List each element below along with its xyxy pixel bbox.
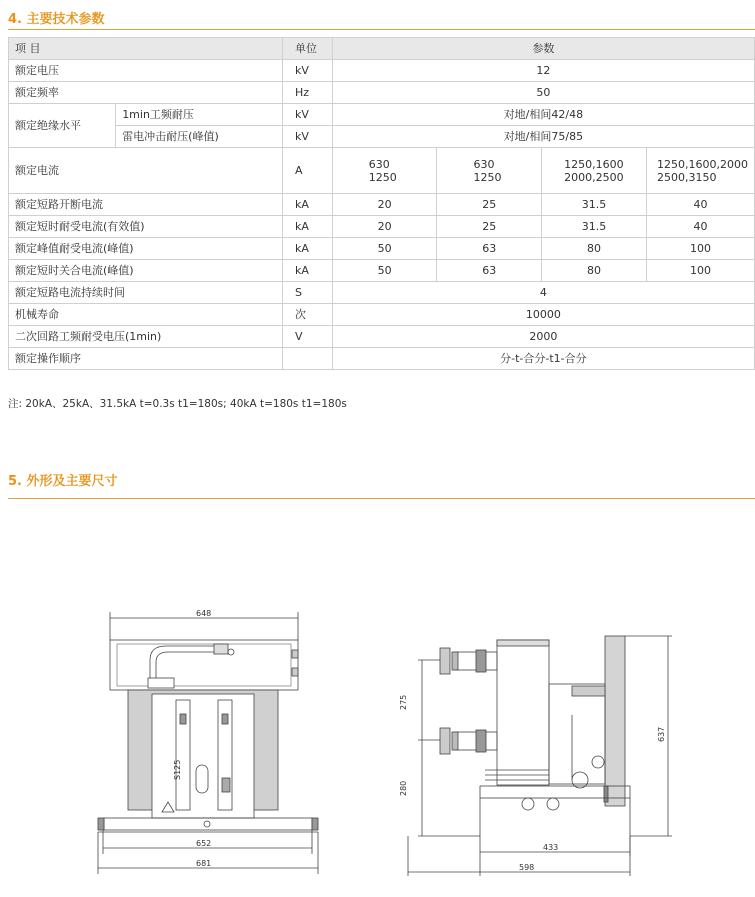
table-row — [9, 82, 755, 104]
table-row — [9, 348, 755, 370]
row-value: 40 — [646, 216, 754, 238]
row-value: 12 — [332, 60, 754, 82]
row-unit: 次 — [282, 304, 332, 326]
row-name: 额定短路开断电流 — [9, 194, 283, 216]
table-row — [9, 216, 755, 238]
row-value: 25 — [437, 216, 542, 238]
row-value: 4 — [332, 282, 754, 304]
front-panel-label: S125 — [173, 759, 182, 780]
section5-divider — [8, 498, 755, 499]
row-value: 63 — [437, 260, 542, 282]
table-row — [9, 304, 755, 326]
row-name: 额定短时耐受电流(有效值) — [9, 216, 283, 238]
table-row — [9, 238, 755, 260]
table-row — [9, 326, 755, 348]
row-unit: A — [282, 148, 332, 194]
row-value: 50 — [332, 238, 437, 260]
row-name: 额定短路电流持续时间 — [9, 282, 283, 304]
row-value: 40 — [646, 194, 754, 216]
row-value: 1250,1600 2000,2500 — [542, 148, 647, 194]
section5-title: 5. 外形及主要尺寸 — [8, 474, 118, 489]
row-unit: kV — [282, 60, 332, 82]
dim-total-height: 637 — [657, 726, 666, 742]
row-value: 31.5 — [542, 194, 647, 216]
dim-top-width: 648 — [196, 609, 212, 618]
row-name: 额定频率 — [9, 82, 283, 104]
side-view-drawing — [408, 636, 672, 876]
row-name: 额定操作顺序 — [9, 348, 283, 370]
row-value: 630 1250 — [332, 148, 437, 194]
row-name: 额定短时关合电流(峰值) — [9, 260, 283, 282]
row-value: 80 — [542, 260, 647, 282]
section4-divider — [8, 29, 755, 30]
dimension-drawings — [0, 600, 755, 890]
row-value: 1250,1600,2000 2500,3150 — [646, 148, 754, 194]
dim-upper-height: 275 — [399, 694, 408, 710]
table-row — [9, 194, 755, 216]
dim-bottom-width: 681 — [196, 859, 212, 868]
row-name: 机械寿命 — [9, 304, 283, 326]
row-value: 100 — [646, 238, 754, 260]
row-value: 50 — [332, 82, 754, 104]
row-name: 二次回路工频耐受电压(1min) — [9, 326, 283, 348]
table-row — [9, 282, 755, 304]
table-row — [9, 260, 755, 282]
row-name: 额定电压 — [9, 60, 283, 82]
row-value: 25 — [437, 194, 542, 216]
dim-depth-inner: 433 — [543, 843, 559, 852]
table-row — [9, 60, 755, 82]
row-subname: 雷电冲击耐压(峰值) — [116, 126, 283, 148]
header-params: 参数 — [332, 38, 754, 60]
row-value: 分-t-合分-t1-合分 — [332, 348, 754, 370]
row-value: 100 — [646, 260, 754, 282]
row-name: 额定电流 — [9, 148, 283, 194]
header-unit: 单位 — [282, 38, 332, 60]
dim-lower-height: 280 — [399, 780, 408, 796]
dim-mid-width: 652 — [196, 839, 212, 848]
row-unit: Hz — [282, 82, 332, 104]
row-unit: kA — [282, 260, 332, 282]
row-value: 10000 — [332, 304, 754, 326]
row-value: 对地/相间75/85 — [332, 126, 754, 148]
row-value: 63 — [437, 238, 542, 260]
row-value: 20 — [332, 194, 437, 216]
row-subname: 1min工频耐压 — [116, 104, 283, 126]
table-row — [9, 104, 755, 126]
row-unit: kA — [282, 194, 332, 216]
table-row — [9, 148, 755, 194]
row-value: 2000 — [332, 326, 754, 348]
row-value: 31.5 — [542, 216, 647, 238]
row-value: 50 — [332, 260, 437, 282]
row-unit: V — [282, 326, 332, 348]
row-unit: kA — [282, 238, 332, 260]
front-view-drawing — [98, 612, 318, 874]
row-unit: kV — [282, 104, 332, 126]
row-value: 对地/相间42/48 — [332, 104, 754, 126]
spec-table — [8, 37, 755, 370]
row-value: 630 1250 — [437, 148, 542, 194]
header-item: 项 目 — [9, 38, 283, 60]
table-header-row — [9, 38, 755, 60]
table-footnote: 注: 20kA、25kA、31.5kA t=0.3s t1=180s; 40kA t=180s t1=180s — [8, 398, 347, 410]
row-unit: kV — [282, 126, 332, 148]
table-row — [9, 126, 755, 148]
row-unit — [282, 348, 332, 370]
dim-depth-total: 598 — [519, 863, 535, 872]
row-name: 额定绝缘水平 — [9, 104, 116, 148]
row-value: 80 — [542, 238, 647, 260]
row-unit: kA — [282, 216, 332, 238]
row-name: 额定峰值耐受电流(峰值) — [9, 238, 283, 260]
row-unit: S — [282, 282, 332, 304]
row-value: 20 — [332, 216, 437, 238]
section4-title: 4. 主要技术参数 — [8, 12, 105, 27]
